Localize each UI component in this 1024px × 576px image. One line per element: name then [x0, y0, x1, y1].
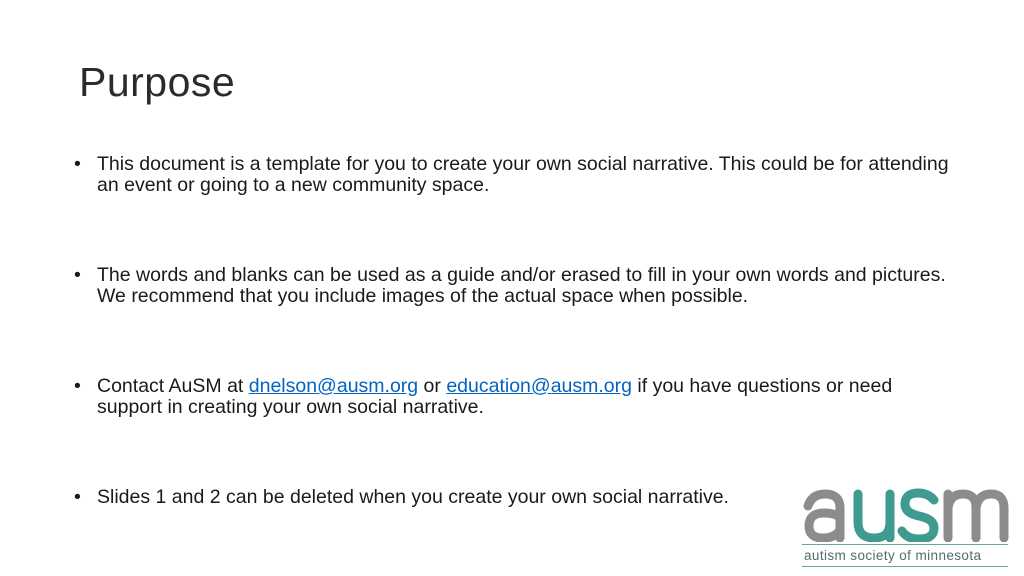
- email-link-education[interactable]: education@ausm.org: [446, 375, 632, 397]
- bullet-item: [74, 487, 794, 508]
- contact-suffix: if you have questions or need support in creating your own social narrative.: [97, 375, 893, 418]
- slide-title: Purpose: [79, 59, 236, 105]
- bullet-item: [74, 265, 954, 307]
- bullet-dot: •: [74, 264, 81, 286]
- email-link-dnelson[interactable]: dnelson@ausm.org: [248, 375, 419, 397]
- ausm-logo: [800, 480, 1012, 570]
- contact-middle: or: [418, 375, 447, 397]
- bullet-dot: •: [74, 153, 81, 175]
- bullet-text-contact: [97, 376, 954, 418]
- bullet-dot: •: [74, 375, 81, 397]
- bullet-text: Slides 1 and 2 can be deleted when you create your own social narrative.: [97, 486, 729, 508]
- logo-divider-bottom: [802, 566, 1008, 567]
- bullet-item: [74, 376, 954, 418]
- bullet-item: [74, 154, 954, 196]
- logo-divider: [802, 544, 1008, 545]
- bullet-text: This document is a template for you to create your own social narrative. This could be for attending an event or going to a new community space.: [97, 153, 949, 196]
- bullet-text: The words and blanks can be used as a guide and/or erased to fill in your own words and pictures. We recommend that you include images of the actual space when possible.: [97, 264, 946, 307]
- logo-tagline: autism society of minnesota: [804, 548, 982, 563]
- bullet-dot: •: [74, 486, 81, 508]
- contact-prefix: Contact AuSM at: [97, 375, 249, 397]
- ausm-wordmark: [800, 480, 1012, 542]
